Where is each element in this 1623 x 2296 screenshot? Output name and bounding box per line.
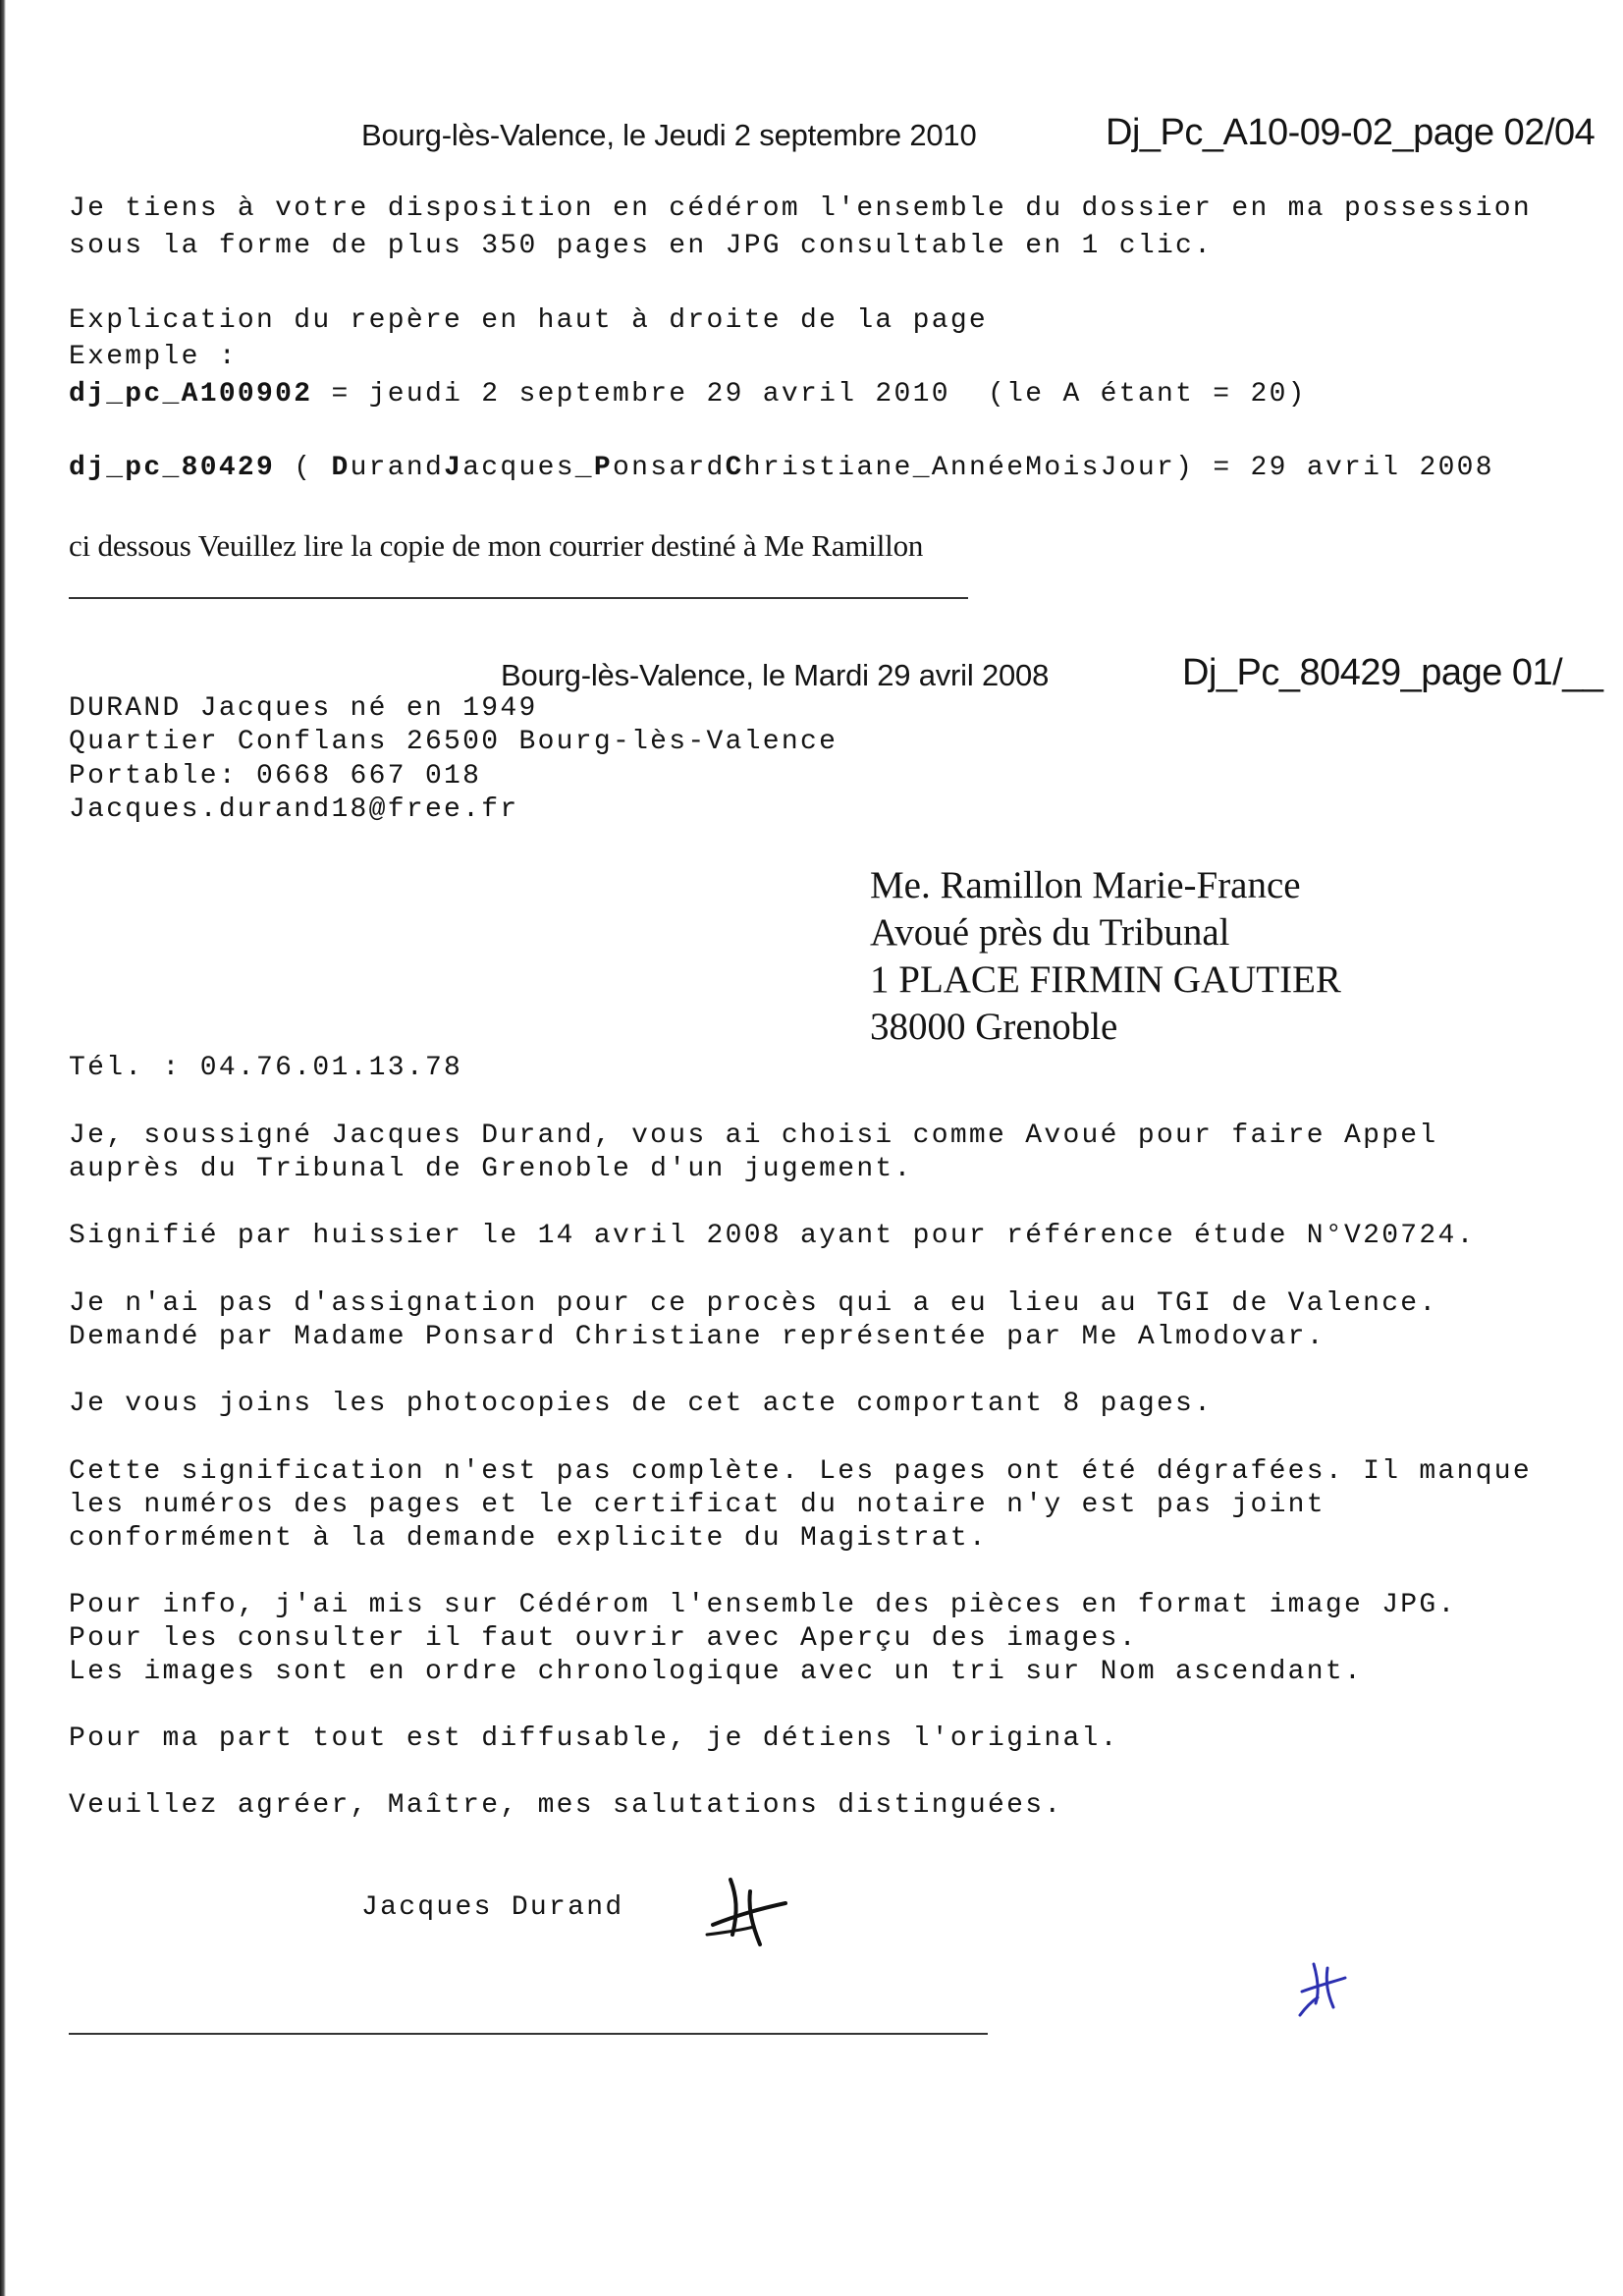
sender-line-3: Portable: 0668 667 018: [69, 761, 482, 792]
recipient-line-4: 38000 Grenoble: [870, 1006, 1118, 1048]
example-2-acques: acques_: [462, 453, 594, 483]
example-2-initial-j: J: [444, 453, 463, 483]
example-2-onsard: onsard: [613, 453, 726, 483]
letter-page-ref: Dj_Pc_80429_page 01/__: [1182, 652, 1603, 693]
example-1-code: dj_pc_A100902: [69, 379, 313, 410]
intro-note: ci dessous Veuillez lire la copie de mon courrier destiné à Me Ramillon: [69, 528, 924, 563]
explanation-line-1: Explication du repère en haut à droite de la page: [69, 305, 989, 336]
signature-name: Jacques Durand: [361, 1892, 624, 1923]
example-2-urand: urand: [350, 453, 445, 483]
header-page-ref: Dj_Pc_A10-09-02_page 02/04: [1106, 112, 1596, 153]
example-2-code: dj_pc_80429: [69, 453, 276, 483]
example-2-initial-d: D: [331, 453, 351, 483]
example-2: [69, 452, 1494, 485]
body-p6-line-1: Pour info, j'ai mis sur Cédérom l'ensemble des pièces en format image JPG.: [69, 1590, 1457, 1620]
header-date-line: Bourg-lès-Valence, le Jeudi 2 septembre 2010: [361, 118, 977, 152]
body-p5-line-1: Cette signification n'est pas complète. Les pages ont été dégrafées. Il manque: [69, 1456, 1533, 1487]
example-2-initial-c: C: [725, 453, 744, 483]
example-1: [69, 378, 1307, 411]
blue-initial-mark-icon: [1294, 1958, 1349, 2019]
body-p2: Signifié par huissier le 14 avril 2008 ayant pour référence étude N°V20724.: [69, 1221, 1476, 1251]
example-2-rest: hristiane_AnnéeMoisJour) = 29 avril 2008: [743, 453, 1494, 483]
body-p1-line-2: auprès du Tribunal de Grenoble d'un jugement.: [69, 1154, 913, 1184]
example-1-text: = jeudi 2 septembre 29 avril 2010 (le A étant = 20): [312, 379, 1307, 410]
intro-line-2: sous la forme de plus 350 pages en JPG consultable en 1 clic.: [69, 231, 1214, 261]
body-p5-line-3: conformément à la demande explicite du Magistrat.: [69, 1523, 989, 1554]
body-closing: Veuillez agréer, Maître, mes salutations distinguées.: [69, 1790, 1063, 1821]
recipient-line-3: 1 PLACE FIRMIN GAUTIER: [870, 958, 1341, 1001]
scan-edge: [0, 0, 6, 2296]
letter-date-line: Bourg-lès-Valence, le Mardi 29 avril 2008: [501, 658, 1050, 692]
handwritten-signature-icon: [703, 1874, 791, 1952]
body-p5-line-2: les numéros des pages et le certificat du notaire n'y est pas joint: [69, 1490, 1325, 1520]
body-p3-line-2: Demandé par Madame Ponsard Christiane représentée par Me Almodovar.: [69, 1322, 1325, 1352]
divider-1: [69, 597, 968, 599]
recipient-phone: Tél. : 04.76.01.13.78: [69, 1053, 463, 1083]
recipient-line-1: Me. Ramillon Marie-France: [870, 864, 1301, 906]
intro-line-1: Je tiens à votre disposition en cédérom l'ensemble du dossier en ma possession: [69, 193, 1533, 224]
example-2-open: (: [275, 453, 332, 483]
sender-line-2: Quartier Conflans 26500 Bourg-lès-Valence: [69, 727, 839, 757]
divider-2: [69, 2033, 988, 2035]
body-p4: Je vous joins les photocopies de cet acte comportant 8 pages.: [69, 1389, 1214, 1419]
body-p1-line-1: Je, soussigné Jacques Durand, vous ai choisi comme Avoué pour faire Appel: [69, 1121, 1438, 1151]
body-p6-line-2: Pour les consulter il faut ouvrir avec Aperçu des images.: [69, 1623, 1138, 1654]
body-p3-line-1: Je n'ai pas d'assignation pour ce procès qui a eu lieu au TGI de Valence.: [69, 1288, 1438, 1319]
sender-line-1: DURAND Jacques né en 1949: [69, 693, 538, 724]
sender-email: Jacques.durand18@free.fr: [69, 794, 519, 825]
body-p7: Pour ma part tout est diffusable, je détiens l'original.: [69, 1723, 1119, 1754]
example-2-initial-p: P: [593, 453, 614, 483]
recipient-line-2: Avoué près du Tribunal: [870, 911, 1230, 954]
explanation-line-2: Exemple :: [69, 342, 238, 372]
body-p6-line-3: Les images sont en ordre chronologique avec un tri sur Nom ascendant.: [69, 1657, 1364, 1687]
